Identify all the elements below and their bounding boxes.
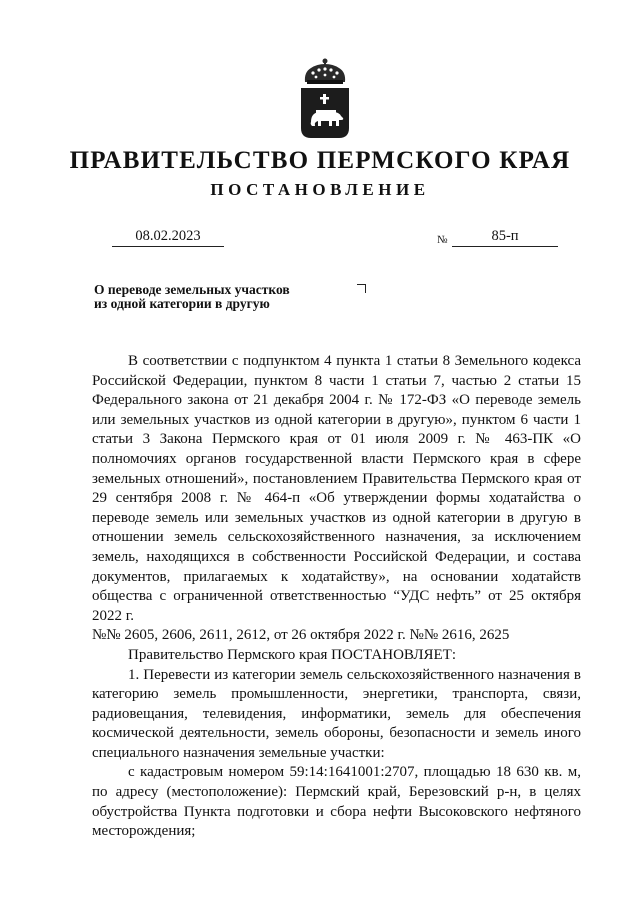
document-type: ПОСТАНОВЛЕНИЕ (210, 180, 430, 199)
shield-icon (301, 88, 349, 138)
document-body (92, 352, 581, 842)
paragraph-parcel: с кадастровым номером 59:14:1641001:2707, площадью 18 630 кв. м, по адресу (местоположение): Пермский край, Березовский р-н, в целях обустройства Пункта подготовки и сбора нефти Высоковского нефтяного месторождения; (92, 764, 581, 840)
number-label: № (437, 234, 448, 246)
paragraph-resolves: Правительство Пермского края ПОСТАНОВЛЯЕТ: (128, 646, 457, 663)
government-title: ПРАВИТЕЛЬСТВО ПЕРМСКОГО КРАЯ (69, 147, 571, 174)
document-number: 85-п (452, 228, 558, 247)
subject-line-2: из одной категории в другую (94, 296, 270, 311)
document-subject (94, 283, 290, 311)
corner-mark (357, 284, 366, 293)
paragraph-item-1: 1. Перевести из категории земель сельскохозяйственного назначения в категорию земель промышленности, энергетики, транспорта, связи, радиовещания, телевидения, информатики, земель для обеспечения космической деятельности, земель обороны, безопасности и земель иного специального назначения земельные участки: (92, 666, 581, 761)
subject-line-1: О переводе земельных участков (94, 282, 290, 297)
paragraph-preamble-end: №№ 2605, 2606, 2611, 2612, от 26 октября 2022 г. №№ 2616, 2625 (92, 627, 510, 644)
coat-of-arms-emblem (299, 58, 351, 140)
crown-icon (305, 59, 345, 85)
paragraph-preamble: В соответствии с подпунктом 4 пункта 1 статьи 8 Земельного кодекса Российской Федерации, пунктом 8 части 1 статьи 7, частью 2 статьи 15 Федерального закона от 21 декабря 2004 г. № 172-ФЗ «О переводе земель или земельных участков из одной категории в другую», пунктом 6 части 1 статьи 3 Закона Пермского края от 01 июля 2009 г. № 463-ПК «О полномочиях органов государственной власти Пермского края в сфере земельных отношений», постановлением Правительства Пермского края от 29 сентября 2008 г. № 464-п «Об утверждении формы ходатайства о переводе земель или земельных участков из одной категории в другую в отношении земель сельскохозяйственного назначения, за исключением земель, находящихся в собственности Российской Федерации, и состава документов, прилагаемых к ходатайству», на основании ходатайств общества с ограниченной ответственностью “УДС нефть” от 25 октября 2022 г. (92, 353, 581, 624)
document-date: 08.02.2023 (112, 228, 224, 247)
